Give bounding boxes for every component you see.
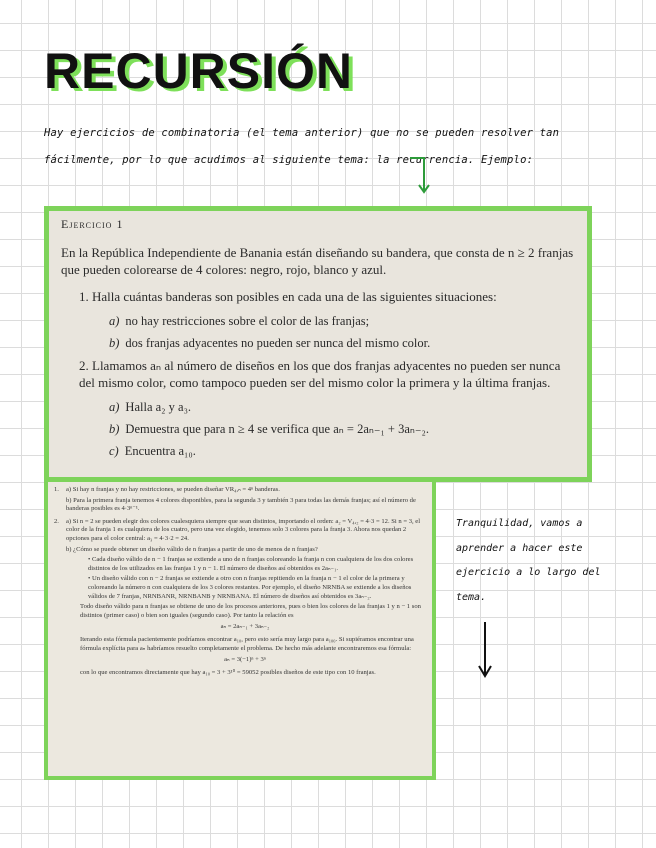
- question-1a: a) no hay restricciones sobre el color de las franjas;: [109, 314, 370, 328]
- solution-2-number: 2.: [54, 517, 59, 525]
- exercise-card: [44, 206, 592, 482]
- solution-1: [54, 486, 424, 514]
- question-1: 1. Halla cuántas banderas son posibles en cada una de las siguientes situaciones:: [79, 289, 497, 304]
- down-arrow-icon: [408, 156, 432, 196]
- question-2b: b) Demuestra que para n ≥ 4 se verifica que aₙ = 2aₙ₋₁ + 3aₙ₋₂.: [109, 422, 429, 436]
- side-note: Tranquilidad, vamos a aprender a hacer este ejercicio a lo largo del tema.: [456, 518, 601, 603]
- solution-1a: a) Si hay n franjas y no hay restricciones, se pueden diseñar VR₄,ₙ = 4ⁿ banderas.: [66, 486, 280, 493]
- solution-card: [44, 482, 436, 780]
- solution-2c-end: con lo que encontramos directamente que hay a₁₀ = 3 + 3¹⁰ = 59052 posibles diseños de este tipo con 10 franjas.: [80, 668, 376, 676]
- solution-1b: b) Para la primera franja tenemos 4 colores disponibles, para la segunda 3 y también 3 para todas las demás franjas; así el número de banderas posibles es 4·3ⁿ⁻¹.: [66, 496, 416, 513]
- solution-2b: b) ¿Cómo se puede obtener un diseño válido de n franjas a partir de uno de menos de n franjas?: [66, 545, 318, 553]
- solution-2a: a) Si n = 2 se pueden elegir dos colores cualesquiera siempre que sean distintos, importando el orden: a₂ = V₄,₂ = 4·3 = 12. Si n = 3, el color de la franja 1 es cualquiera de los cuatro, pero una vez elegido, tenemos solo 3 colores para la franja 3. Ahora nos quedan 2 opciones para el color central: a₃ = 4·3·2 = 24.: [66, 517, 421, 542]
- formula-recurrence: aₙ = 2aₙ₋₁ + 3aₙ₋₂: [220, 623, 270, 631]
- solution-1-number: 1.: [54, 486, 59, 493]
- exercise-statement: En la República Independiente de Banania están diseñando su bandera, que consta de n ≥ 2 franjas que pueden colorearse de 4 colores: negro, rojo, blanco y azul.: [61, 245, 574, 277]
- question-1b: b) dos franjas adyacentes no pueden ser nunca del mismo color.: [109, 336, 431, 350]
- question-2a: a) Halla a₂ y a₃.: [109, 400, 192, 414]
- question-2c: c) Encuentra a₁₀.: [109, 444, 196, 458]
- down-arrow-icon: [478, 620, 492, 680]
- intro-text: Hay ejercicios de combinatoria (el tema anterior) que no se pueden resolver tan fácilmente, por lo que acudimos al siguiente tema: la recurrencia. Ejemplo:: [44, 127, 560, 166]
- page-title: RECURSIÓN: [44, 43, 354, 99]
- solution-2c: Iterando esta fórmula pacientemente podríamos encontrar a₁₀, pero esto sería muy largo para a₁₀₀. Si supiéramos encontrar una fórmula explícita para aₙ habríamos resuelto completamente el problema. De hecho más adelante encontraremos esa fórmula:: [80, 635, 414, 652]
- exercise-heading: Ejercicio 1: [61, 217, 124, 231]
- solution-2b-bullet-2: • Un diseño válido con n − 2 franjas se extiende a otro con n franjas repitiendo en la franja n − 1 el color de la primera y coloreando la número n con cualquiera de los 3 colores restantes. Por ejemplo, el diseño NRNBA se extiende a los diseños válidos de 7 franjas, NRNBANR, NRNBANB y NRNBANA. El número de diseños así obtenidos es 3aₙ₋₂.: [88, 575, 412, 600]
- question-2: 2. Llamamos aₙ al número de diseños en los que dos franjas adyacentes no pueden ser nunca del mismo color, como tampoco pueden ser del mismo color la primera y la última franjas.: [79, 358, 561, 390]
- solution-2b-text: Todo diseño válido para n franjas se obtiene de uno de los procesos anteriores, pues o bien los colores de las franjas 1 y n − 1 son distintos (primer caso) o bien son iguales (segundo caso). Por tanto la relación es: [80, 603, 421, 619]
- solution-2b-bullet-1: • Cada diseño válido de n − 1 franjas se extiende a uno de n franjas coloreando la franja n con cualquiera de los dos colores distintos de los utilizados en las franjas 1 y n − 1. El número de diseños así obtenidos es 2aₙ₋₁.: [88, 556, 414, 572]
- formula-explicit: aₙ = 3(−1)ⁿ + 3ⁿ: [224, 656, 266, 664]
- solution-2: [54, 517, 424, 678]
